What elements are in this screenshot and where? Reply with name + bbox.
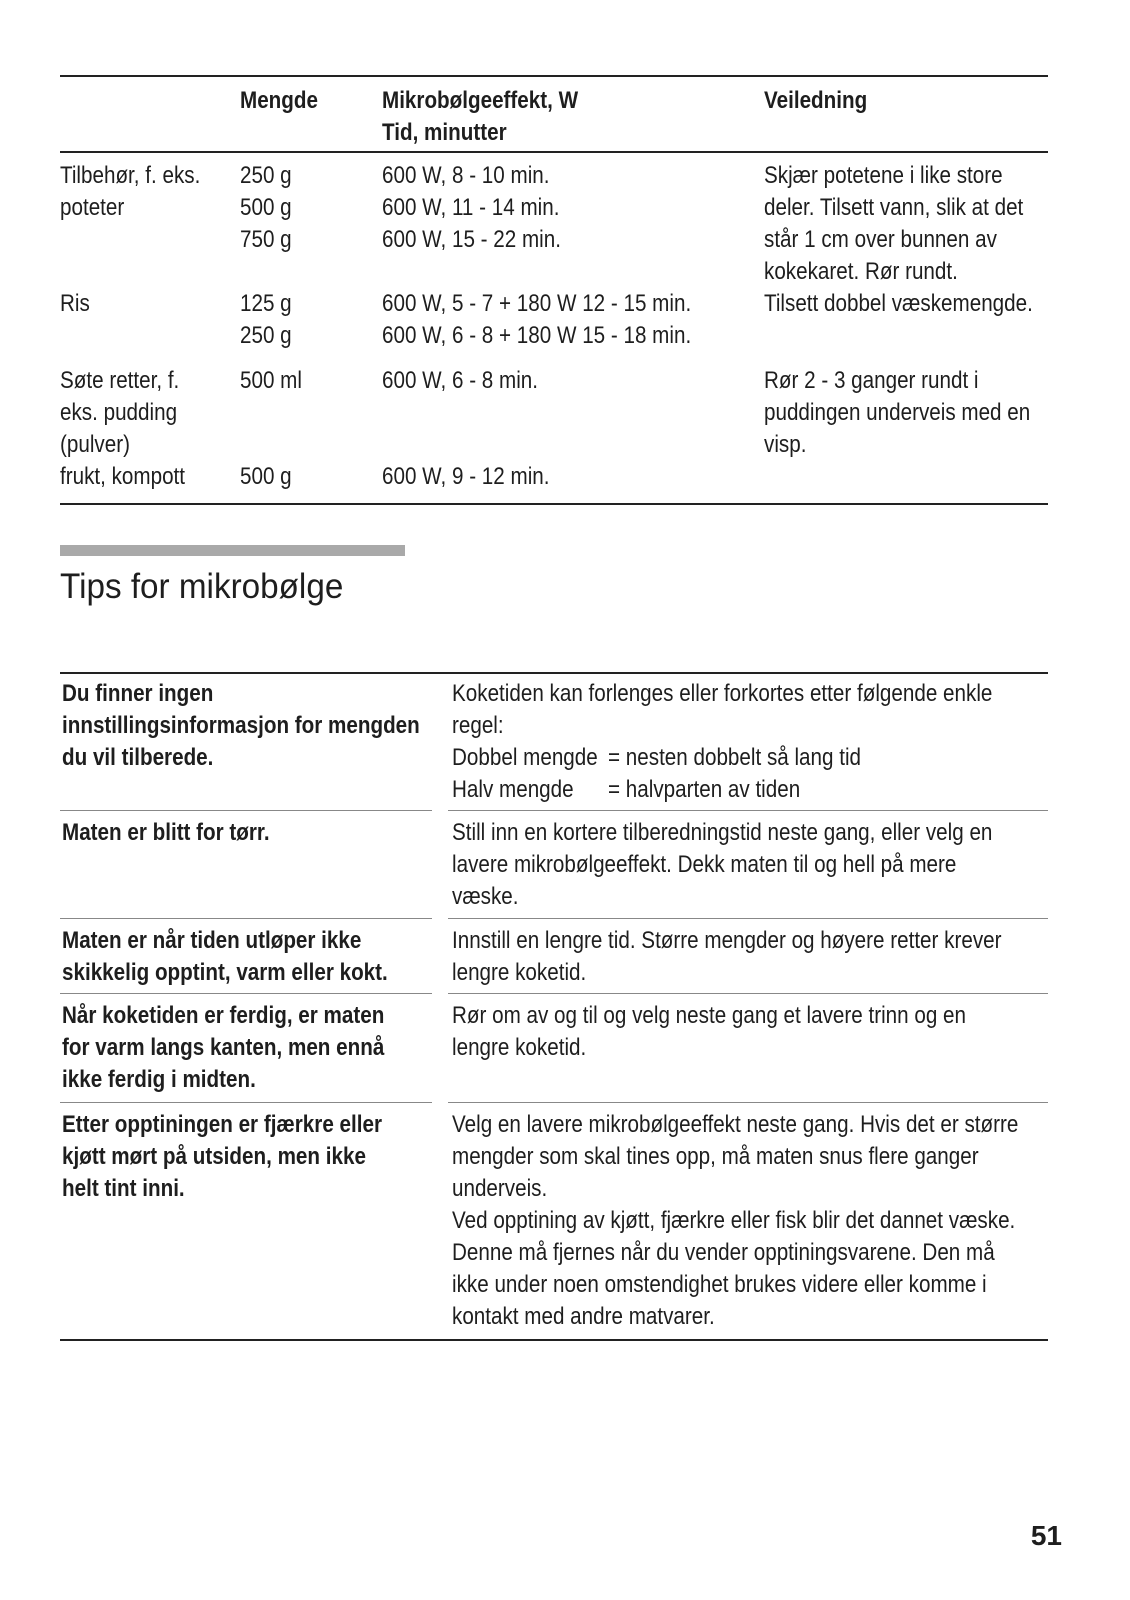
section-accent-bar bbox=[60, 545, 405, 556]
tip-divider bbox=[60, 918, 432, 919]
section-title: Tips for mikrobølge bbox=[60, 567, 344, 606]
table-row-amount: 125 g 250 g bbox=[240, 290, 292, 349]
tip-problem: Du finner ingen innstillingsinformasjon for mengden du vil tilberede. bbox=[62, 680, 420, 771]
table-row-item: Ris bbox=[60, 290, 90, 317]
header-power-time: Mikrobølgeeffekt, W Tid, minutter bbox=[382, 87, 579, 146]
tip-problem: Maten er blitt for tørr. bbox=[62, 819, 270, 846]
tips-table bbox=[60, 672, 1048, 1352]
table-row-amount: 500 ml bbox=[240, 367, 302, 394]
table-row-item: Tilbehør, f. eks. poteter bbox=[60, 162, 201, 221]
page-number: 51 bbox=[1030, 1520, 1062, 1551]
tip-problem: Maten er når tiden utløper ikke skikkelig opptint, varm eller kokt. bbox=[62, 927, 388, 986]
table-row-setting: 600 W, 9 - 12 min. bbox=[382, 463, 550, 490]
table-top-rule bbox=[60, 75, 1048, 77]
table-row-guidance: Tilsett dobbel væskemengde. bbox=[764, 290, 1033, 317]
table-row-setting: 600 W, 5 - 7 + 180 W 12 - 15 min. 600 W, 6 - 8 + 180 W 15 - 18 min. bbox=[382, 290, 692, 349]
tips-bottom-rule bbox=[60, 1339, 1048, 1341]
tip-divider bbox=[60, 1102, 432, 1103]
tip-divider bbox=[448, 918, 1048, 919]
tip-problem: Etter opptiningen er fjærkre eller kjøtt mørt på utsiden, men ikke helt tint inni. bbox=[62, 1111, 383, 1202]
table-row-item: Søte retter, f. eks. pudding (pulver) bbox=[60, 367, 180, 458]
table-row-amount: 500 g bbox=[240, 463, 292, 490]
rule-half: Halv mengde = halvparten av tiden bbox=[452, 776, 801, 803]
table-row-setting: 600 W, 6 - 8 min. bbox=[382, 367, 539, 394]
table-row-item: frukt, kompott bbox=[60, 463, 186, 490]
header-amount: Mengde bbox=[240, 87, 318, 114]
tip-solution: Velg en lavere mikrobølgeeffekt neste gang. Hvis det er større mengder som skal tines opp, må maten snus flere ganger underveis. Ved opptining av kjøtt, fjærkre eller fisk blir det dannet væske. Denne må fjernes når du vender opptiningsvarene. Den må ikke under noen omstendighet brukes videre eller komme i kontakt med andre matvarer. bbox=[452, 1111, 1019, 1330]
table-row-guidance: Skjær potetene i like store deler. Tilsett vann, slik at det står 1 cm over bunnen av kokekaret. Rør rundt. bbox=[764, 162, 1024, 285]
table-row-amount: 250 g 500 g 750 g bbox=[240, 162, 292, 253]
tips-top-rule bbox=[60, 672, 1048, 674]
header-guidance: Veiledning bbox=[764, 87, 868, 114]
tip-divider bbox=[448, 993, 1048, 994]
tip-divider bbox=[60, 993, 432, 994]
table-bottom-rule bbox=[60, 503, 1048, 505]
table-row-setting: 600 W, 8 - 10 min. 600 W, 11 - 14 min. 600 W, 15 - 22 min. bbox=[382, 162, 561, 253]
tip-divider bbox=[448, 810, 1048, 811]
tip-divider bbox=[60, 810, 432, 811]
tip-solution: Koketiden kan forlenges eller forkortes etter følgende enkle regel: Dobbel mengde = nesten dobbelt så lang tid Halv mengde = halvparten av tiden bbox=[452, 678, 1080, 806]
tip-problem: Når koketiden er ferdig, er maten for varm langs kanten, men ennå ikke ferdig i midten. bbox=[62, 1002, 385, 1093]
tip-solution: Still inn en kortere tilberedningstid neste gang, eller velg en lavere mikrobølgeeffekt. Dekk maten til og hell på mere væske. bbox=[452, 819, 993, 910]
tip-divider bbox=[448, 1102, 1048, 1103]
rule-double: Dobbel mengde = nesten dobbelt så lang tid bbox=[452, 744, 862, 771]
header-rule bbox=[60, 151, 1048, 153]
tip-solution: Rør om av og til og velg neste gang et lavere trinn og en lengre koketid. bbox=[452, 1002, 966, 1061]
table-row-guidance: Rør 2 - 3 ganger rundt i puddingen underveis med en visp. bbox=[764, 367, 1031, 458]
tip-solution: Innstill en lengre tid. Større mengder og høyere retter krever lengre koketid. bbox=[452, 927, 1002, 986]
